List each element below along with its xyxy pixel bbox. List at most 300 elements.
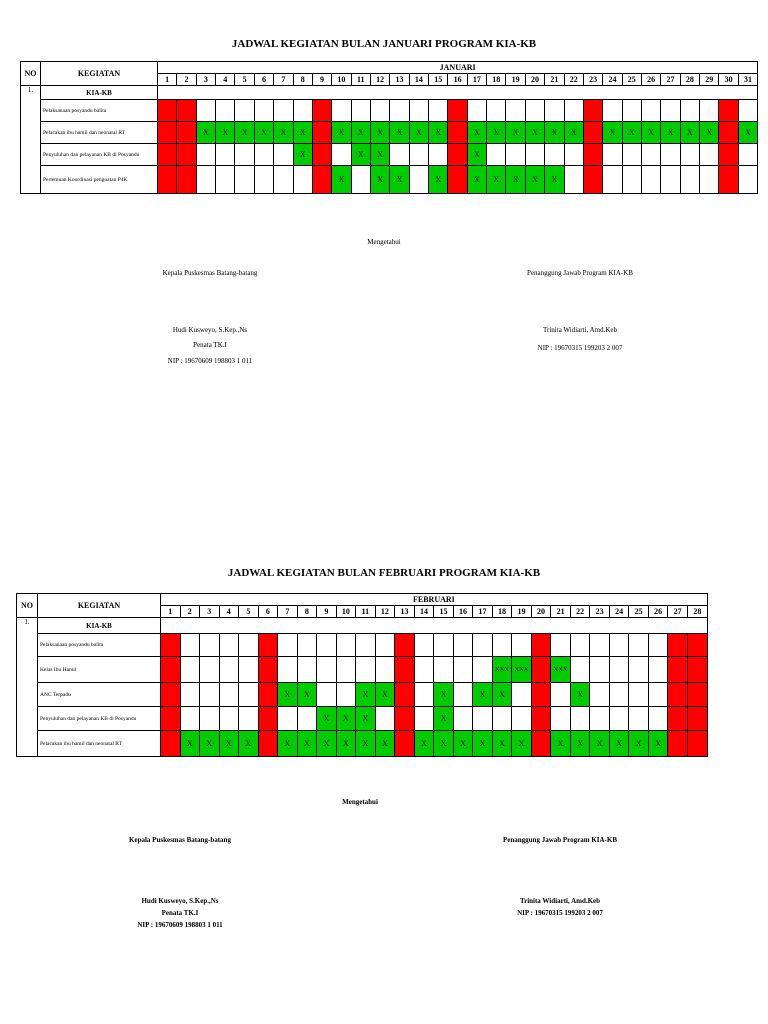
empty-cell bbox=[738, 166, 758, 194]
scheduled-cell: X bbox=[356, 707, 376, 731]
empty-cell bbox=[239, 683, 259, 707]
day-header-29: 29 bbox=[700, 74, 719, 86]
empty-cell bbox=[622, 166, 641, 194]
empty-cell bbox=[409, 144, 428, 166]
holiday-cell bbox=[668, 731, 688, 757]
schedule-table-januari bbox=[20, 61, 758, 194]
holiday-cell bbox=[531, 657, 551, 683]
holiday-cell bbox=[668, 707, 688, 731]
empty-cell bbox=[414, 707, 434, 731]
group-row-blank bbox=[158, 86, 758, 100]
empty-cell bbox=[570, 634, 590, 657]
empty-cell bbox=[629, 634, 649, 657]
scheduled-cell: X bbox=[506, 166, 525, 194]
day-header-21: 21 bbox=[545, 74, 564, 86]
empty-cell bbox=[336, 657, 356, 683]
day-header-22: 22 bbox=[564, 74, 583, 86]
day-header-8: 8 bbox=[297, 606, 317, 618]
left-nip: NIP : 19670609 198803 1 011 bbox=[167, 357, 253, 365]
scheduled-cell: X bbox=[473, 731, 493, 757]
empty-cell bbox=[570, 657, 590, 683]
empty-cell bbox=[196, 144, 215, 166]
empty-cell bbox=[196, 100, 215, 122]
day-header-3: 3 bbox=[200, 606, 220, 618]
activity-row bbox=[17, 634, 708, 657]
header-month: JANUARI bbox=[158, 62, 758, 74]
empty-cell bbox=[629, 683, 649, 707]
scheduled-cell: X bbox=[409, 122, 428, 144]
row-number: 1. bbox=[17, 618, 38, 757]
right-name-2: Trinita Widiarti, Amd.Keb bbox=[519, 897, 601, 905]
empty-cell bbox=[545, 100, 564, 122]
left-name: Hudi Kusweyo, S.Kep.,Ns bbox=[172, 326, 248, 334]
empty-cell bbox=[700, 166, 719, 194]
day-header-2: 2 bbox=[177, 74, 196, 86]
scheduled-cell: X bbox=[738, 122, 758, 144]
header-month: FEBRUARI bbox=[161, 594, 708, 606]
empty-cell bbox=[216, 144, 235, 166]
holiday-cell bbox=[161, 657, 181, 683]
day-header-18: 18 bbox=[492, 606, 512, 618]
activity-name: ANC Terpadu bbox=[38, 683, 161, 707]
empty-cell bbox=[414, 683, 434, 707]
empty-cell bbox=[414, 634, 434, 657]
scheduled-cell: X bbox=[375, 731, 395, 757]
holiday-cell bbox=[258, 657, 278, 683]
holiday-cell bbox=[395, 657, 415, 683]
day-header-20: 20 bbox=[531, 606, 551, 618]
scheduled-cell: X bbox=[317, 707, 337, 731]
scheduled-cell: X bbox=[641, 122, 660, 144]
day-header-13: 13 bbox=[395, 606, 415, 618]
holiday-cell bbox=[177, 166, 196, 194]
empty-cell bbox=[180, 707, 200, 731]
day-header-23: 23 bbox=[583, 74, 602, 86]
scheduled-cell: X bbox=[219, 731, 239, 757]
empty-cell bbox=[196, 166, 215, 194]
activity-row bbox=[21, 100, 758, 122]
empty-cell bbox=[235, 144, 254, 166]
empty-cell bbox=[200, 657, 220, 683]
empty-cell bbox=[453, 707, 473, 731]
activity-name: Pertemuan Koordinasi penguatan P4K bbox=[41, 166, 158, 194]
empty-cell bbox=[661, 100, 680, 122]
scheduled-cell: X bbox=[390, 122, 409, 144]
holiday-cell bbox=[719, 166, 738, 194]
empty-cell bbox=[239, 634, 259, 657]
day-header-17: 17 bbox=[473, 606, 493, 618]
empty-cell bbox=[239, 657, 259, 683]
holiday-cell bbox=[583, 122, 602, 144]
scheduled-cell: X bbox=[487, 166, 506, 194]
holiday-cell bbox=[719, 144, 738, 166]
empty-cell bbox=[680, 144, 699, 166]
empty-cell bbox=[738, 144, 758, 166]
scheduled-cell: X bbox=[453, 731, 473, 757]
empty-cell bbox=[216, 166, 235, 194]
scheduled-cell: X bbox=[648, 731, 668, 757]
empty-cell bbox=[492, 707, 512, 731]
empty-cell bbox=[219, 634, 239, 657]
holiday-cell bbox=[719, 100, 738, 122]
scheduled-cell: X bbox=[278, 683, 298, 707]
scheduled-cell: X bbox=[370, 144, 389, 166]
empty-cell bbox=[622, 144, 641, 166]
activity-name: Penyuluhan dan pelayanan KB di Posyandu bbox=[41, 144, 158, 166]
empty-cell bbox=[473, 657, 493, 683]
holiday-cell bbox=[161, 707, 181, 731]
day-header-25: 25 bbox=[622, 74, 641, 86]
holiday-cell bbox=[161, 683, 181, 707]
group-row-blank bbox=[161, 618, 708, 634]
empty-cell bbox=[473, 707, 493, 731]
scheduled-cell: X bbox=[525, 166, 544, 194]
empty-cell bbox=[180, 657, 200, 683]
empty-cell bbox=[297, 657, 317, 683]
holiday-cell bbox=[531, 731, 551, 757]
day-header-20: 20 bbox=[525, 74, 544, 86]
empty-cell bbox=[641, 166, 660, 194]
holiday-cell bbox=[158, 122, 177, 144]
empty-cell bbox=[487, 144, 506, 166]
day-header-7: 7 bbox=[278, 606, 298, 618]
empty-cell bbox=[356, 657, 376, 683]
scheduled-cell: X bbox=[525, 122, 544, 144]
holiday-cell bbox=[312, 100, 331, 122]
holiday-cell bbox=[395, 707, 415, 731]
empty-cell bbox=[375, 707, 395, 731]
scheduled-cell: X bbox=[545, 122, 564, 144]
holiday-cell bbox=[177, 144, 196, 166]
day-header-8: 8 bbox=[293, 74, 312, 86]
empty-cell bbox=[216, 100, 235, 122]
holiday-cell bbox=[161, 731, 181, 757]
empty-cell bbox=[551, 707, 571, 731]
scheduled-cell: X bbox=[434, 707, 454, 731]
day-header-30: 30 bbox=[719, 74, 738, 86]
empty-cell bbox=[453, 634, 473, 657]
holiday-cell bbox=[531, 683, 551, 707]
holiday-cell bbox=[583, 100, 602, 122]
scheduled-cell: X bbox=[467, 122, 486, 144]
activity-name: Pelacakan ibu hamil dan neonatal RT bbox=[41, 122, 158, 144]
day-header-17: 17 bbox=[467, 74, 486, 86]
empty-cell bbox=[641, 144, 660, 166]
mengetahui-label: Mengetahui bbox=[367, 238, 401, 246]
activity-row bbox=[17, 657, 708, 683]
scheduled-cell: X bbox=[274, 122, 293, 144]
holiday-cell bbox=[448, 100, 467, 122]
holiday-cell bbox=[531, 707, 551, 731]
day-header-26: 26 bbox=[641, 74, 660, 86]
day-header-11: 11 bbox=[351, 74, 370, 86]
empty-cell bbox=[235, 100, 254, 122]
scheduled-cell: X bbox=[467, 144, 486, 166]
scheduled-cell: XXX bbox=[492, 657, 512, 683]
row-number: 1. bbox=[21, 86, 41, 194]
scheduled-cell: X bbox=[336, 731, 356, 757]
scheduled-cell: X bbox=[336, 707, 356, 731]
day-header-3: 3 bbox=[196, 74, 215, 86]
day-header-6: 6 bbox=[254, 74, 273, 86]
empty-cell bbox=[180, 634, 200, 657]
empty-cell bbox=[278, 634, 298, 657]
activity-name: Kelas Ibu Hamil bbox=[38, 657, 161, 683]
day-header-28: 28 bbox=[687, 606, 707, 618]
scheduled-cell: X bbox=[356, 683, 376, 707]
holiday-cell bbox=[158, 144, 177, 166]
empty-cell bbox=[641, 100, 660, 122]
scheduled-cell: X bbox=[473, 683, 493, 707]
empty-cell bbox=[434, 657, 454, 683]
scheduled-cell: X bbox=[235, 122, 254, 144]
empty-cell bbox=[590, 657, 610, 683]
empty-cell bbox=[680, 166, 699, 194]
empty-cell bbox=[297, 707, 317, 731]
scheduled-cell: X bbox=[564, 122, 583, 144]
scheduled-cell: X bbox=[351, 144, 370, 166]
day-header-28: 28 bbox=[680, 74, 699, 86]
holiday-cell bbox=[161, 634, 181, 657]
scheduled-cell: X bbox=[506, 122, 525, 144]
holiday-cell bbox=[687, 731, 707, 757]
scheduled-cell: X bbox=[492, 731, 512, 757]
empty-cell bbox=[274, 100, 293, 122]
scheduled-cell: X bbox=[622, 122, 641, 144]
scheduled-cell: X bbox=[216, 122, 235, 144]
holiday-cell bbox=[668, 657, 688, 683]
empty-cell bbox=[297, 634, 317, 657]
day-header-9: 9 bbox=[312, 74, 331, 86]
empty-cell bbox=[390, 100, 409, 122]
left-role: Kepala Puskesmas Batang-batang bbox=[162, 269, 258, 277]
holiday-cell bbox=[258, 634, 278, 657]
empty-cell bbox=[603, 144, 622, 166]
empty-cell bbox=[409, 166, 428, 194]
scheduled-cell: X bbox=[375, 683, 395, 707]
empty-cell bbox=[317, 683, 337, 707]
activity-row bbox=[17, 683, 708, 707]
mengetahui-label-2: Mengetahui bbox=[342, 798, 378, 806]
activity-row bbox=[21, 166, 758, 194]
group-label: KIA-KB bbox=[38, 618, 161, 634]
left-rank: Penata TK.I bbox=[193, 341, 227, 349]
holiday-cell bbox=[312, 166, 331, 194]
scheduled-cell: X bbox=[278, 731, 298, 757]
day-header-4: 4 bbox=[219, 606, 239, 618]
day-header-10: 10 bbox=[332, 74, 351, 86]
holiday-cell bbox=[177, 122, 196, 144]
empty-cell bbox=[180, 683, 200, 707]
empty-cell bbox=[680, 100, 699, 122]
scheduled-cell: X bbox=[487, 122, 506, 144]
empty-cell bbox=[700, 100, 719, 122]
empty-cell bbox=[332, 144, 351, 166]
scheduled-cell: X bbox=[200, 731, 220, 757]
holiday-cell bbox=[312, 122, 331, 144]
holiday-cell bbox=[177, 100, 196, 122]
empty-cell bbox=[239, 707, 259, 731]
scheduled-cell: X bbox=[414, 731, 434, 757]
empty-cell bbox=[278, 707, 298, 731]
day-header-27: 27 bbox=[668, 606, 688, 618]
header-no: NO bbox=[21, 62, 41, 86]
empty-cell bbox=[219, 707, 239, 731]
empty-cell bbox=[336, 683, 356, 707]
day-header-27: 27 bbox=[661, 74, 680, 86]
empty-cell bbox=[332, 100, 351, 122]
empty-cell bbox=[525, 100, 544, 122]
holiday-cell bbox=[448, 144, 467, 166]
scheduled-cell: X bbox=[680, 122, 699, 144]
empty-cell bbox=[629, 657, 649, 683]
holiday-cell bbox=[395, 683, 415, 707]
right-nip-2: NIP : 19670315 199203 2 007 bbox=[517, 909, 603, 917]
empty-cell bbox=[609, 657, 629, 683]
holiday-cell bbox=[668, 634, 688, 657]
empty-cell bbox=[219, 657, 239, 683]
empty-cell bbox=[200, 707, 220, 731]
day-header-16: 16 bbox=[453, 606, 473, 618]
holiday-cell bbox=[448, 166, 467, 194]
holiday-cell bbox=[158, 100, 177, 122]
empty-cell bbox=[700, 144, 719, 166]
empty-cell bbox=[609, 683, 629, 707]
day-header-11: 11 bbox=[356, 606, 376, 618]
empty-cell bbox=[609, 634, 629, 657]
empty-cell bbox=[293, 100, 312, 122]
scheduled-cell: X bbox=[661, 122, 680, 144]
empty-cell bbox=[590, 707, 610, 731]
empty-cell bbox=[648, 657, 668, 683]
scheduled-cell: X bbox=[370, 122, 389, 144]
scheduled-cell: X bbox=[545, 166, 564, 194]
empty-cell bbox=[506, 100, 525, 122]
schedule-table-februari bbox=[16, 593, 708, 757]
holiday-cell bbox=[583, 144, 602, 166]
scheduled-cell: X bbox=[590, 731, 610, 757]
empty-cell bbox=[293, 166, 312, 194]
scheduled-cell: X bbox=[297, 731, 317, 757]
left-rank-2: Penata TK.I bbox=[161, 909, 199, 917]
day-header-2: 2 bbox=[180, 606, 200, 618]
empty-cell bbox=[648, 707, 668, 731]
empty-cell bbox=[551, 683, 571, 707]
scheduled-cell: X bbox=[429, 122, 448, 144]
empty-cell bbox=[453, 657, 473, 683]
day-header-5: 5 bbox=[239, 606, 259, 618]
empty-cell bbox=[738, 100, 758, 122]
empty-cell bbox=[564, 166, 583, 194]
scheduled-cell: X bbox=[603, 122, 622, 144]
empty-cell bbox=[356, 634, 376, 657]
empty-cell bbox=[564, 100, 583, 122]
empty-cell bbox=[375, 634, 395, 657]
empty-cell bbox=[336, 634, 356, 657]
empty-cell bbox=[375, 657, 395, 683]
scheduled-cell: X bbox=[390, 166, 409, 194]
empty-cell bbox=[622, 100, 641, 122]
day-header-13: 13 bbox=[390, 74, 409, 86]
scheduled-cell: X bbox=[512, 731, 532, 757]
holiday-cell bbox=[668, 683, 688, 707]
scheduled-cell: X bbox=[551, 731, 571, 757]
left-name-2: Hudi Kusweyo, S.Kep.,Ns bbox=[141, 897, 219, 905]
day-header-4: 4 bbox=[216, 74, 235, 86]
empty-cell bbox=[590, 683, 610, 707]
empty-cell bbox=[254, 100, 273, 122]
empty-cell bbox=[570, 707, 590, 731]
empty-cell bbox=[200, 683, 220, 707]
holiday-cell bbox=[687, 683, 707, 707]
day-header-14: 14 bbox=[409, 74, 428, 86]
scheduled-cell: X bbox=[609, 731, 629, 757]
activity-name: Penyuluhan dan pelayanan KB di Posyandu bbox=[38, 707, 161, 731]
empty-cell bbox=[453, 683, 473, 707]
scheduled-cell: X bbox=[180, 731, 200, 757]
right-role-2: Penanggung Jawab Program KIA-KB bbox=[502, 836, 618, 844]
left-nip-2: NIP : 19670609 198803 1 011 bbox=[137, 921, 223, 929]
day-header-9: 9 bbox=[317, 606, 337, 618]
holiday-cell bbox=[395, 634, 415, 657]
scheduled-cell: X bbox=[429, 166, 448, 194]
empty-cell bbox=[351, 100, 370, 122]
empty-cell bbox=[603, 100, 622, 122]
day-header-24: 24 bbox=[609, 606, 629, 618]
day-header-22: 22 bbox=[570, 606, 590, 618]
empty-cell bbox=[200, 634, 220, 657]
header-no: NO bbox=[17, 594, 38, 618]
activity-name: Pelaksanaan posyandu balita bbox=[38, 634, 161, 657]
holiday-cell bbox=[258, 731, 278, 757]
scheduled-cell: X bbox=[467, 166, 486, 194]
scheduled-cell: X bbox=[196, 122, 215, 144]
scheduled-cell: X bbox=[370, 166, 389, 194]
scheduled-cell: X bbox=[351, 122, 370, 144]
day-header-12: 12 bbox=[370, 74, 389, 86]
activity-row bbox=[17, 731, 708, 757]
empty-cell bbox=[254, 144, 273, 166]
holiday-cell bbox=[531, 634, 551, 657]
scheduled-cell: X bbox=[332, 166, 351, 194]
activity-row bbox=[21, 144, 758, 166]
empty-cell bbox=[429, 144, 448, 166]
empty-cell bbox=[564, 144, 583, 166]
day-header-24: 24 bbox=[603, 74, 622, 86]
scheduled-cell: X bbox=[254, 122, 273, 144]
empty-cell bbox=[506, 144, 525, 166]
empty-cell bbox=[512, 634, 532, 657]
empty-cell bbox=[603, 166, 622, 194]
day-header-5: 5 bbox=[235, 74, 254, 86]
day-header-1: 1 bbox=[161, 606, 181, 618]
empty-cell bbox=[648, 683, 668, 707]
empty-cell bbox=[609, 707, 629, 731]
scheduled-cell: X bbox=[492, 683, 512, 707]
empty-cell bbox=[235, 166, 254, 194]
empty-cell bbox=[512, 707, 532, 731]
day-header-12: 12 bbox=[375, 606, 395, 618]
activity-row bbox=[21, 122, 758, 144]
day-header-19: 19 bbox=[512, 606, 532, 618]
title-januari: JADWAL KEGIATAN BULAN JANUARI PROGRAM KIA-KB bbox=[231, 38, 537, 50]
holiday-cell bbox=[687, 707, 707, 731]
scheduled-cell: X bbox=[293, 144, 312, 166]
day-header-25: 25 bbox=[629, 606, 649, 618]
scheduled-cell: X bbox=[293, 122, 312, 144]
scheduled-cell: X bbox=[317, 731, 337, 757]
empty-cell bbox=[317, 657, 337, 683]
